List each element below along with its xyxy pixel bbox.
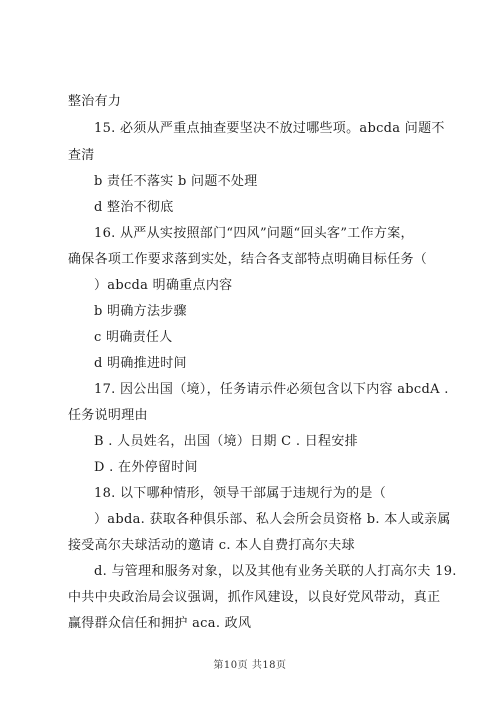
question-15: 15. 必须从严重点抽查要坚决不放过哪些项。abcda 问题不 [94, 121, 445, 136]
text-line: 确保各项工作要求落到实处，结合各支部特点明确目标任务（ [68, 252, 428, 267]
page-footer: 第10页 共18页 [213, 660, 287, 671]
text-line: 接受高尔夫球活动的邀请 c. 本人自费打高尔夫球 [68, 538, 355, 553]
option-line: d 整治不彻底 [94, 200, 174, 215]
option-line: c 明确责任人 [94, 330, 173, 345]
option-line: b 明确方法步骤 [94, 304, 187, 319]
text-line: 任务说明理由 [68, 408, 148, 423]
text-line: 中共中央政治局会议强调，抓作风建设，以良好党风带动，真正 [68, 590, 441, 605]
question-18: 18. 以下哪种情形，领导干部属于违规行为的是（ [94, 486, 387, 501]
text-line: 赢得群众信任和拥护 aca. 政风 [68, 616, 252, 631]
option-line: B . 人员姓名，出国（境）日期 C . 日程安排 [94, 434, 358, 449]
option-line: d 明确推进时间 [94, 356, 187, 371]
text-line: 查清 [68, 148, 95, 163]
text-line: d. 与管理和服务对象，以及其他有业务关联的人打高尔夫 19. [94, 564, 457, 579]
text-line: ）abcda 明确重点内容 [94, 278, 233, 293]
text-line: 整治有力 [68, 94, 122, 109]
option-line: D . 在外停留时间 [94, 460, 198, 475]
text-line: ）abda. 获取各种俱乐部、私人会所会员资格 b. 本人或亲属 [94, 512, 451, 527]
question-17: 17. 因公出国（境），任务请示件必须包含以下内容 abcdA . [94, 382, 449, 397]
option-line: b 责任不落实 b 问题不处理 [94, 174, 258, 189]
question-16: 16. 从严从实按照部门“四风”问题“回头客”工作方案， [94, 226, 414, 241]
